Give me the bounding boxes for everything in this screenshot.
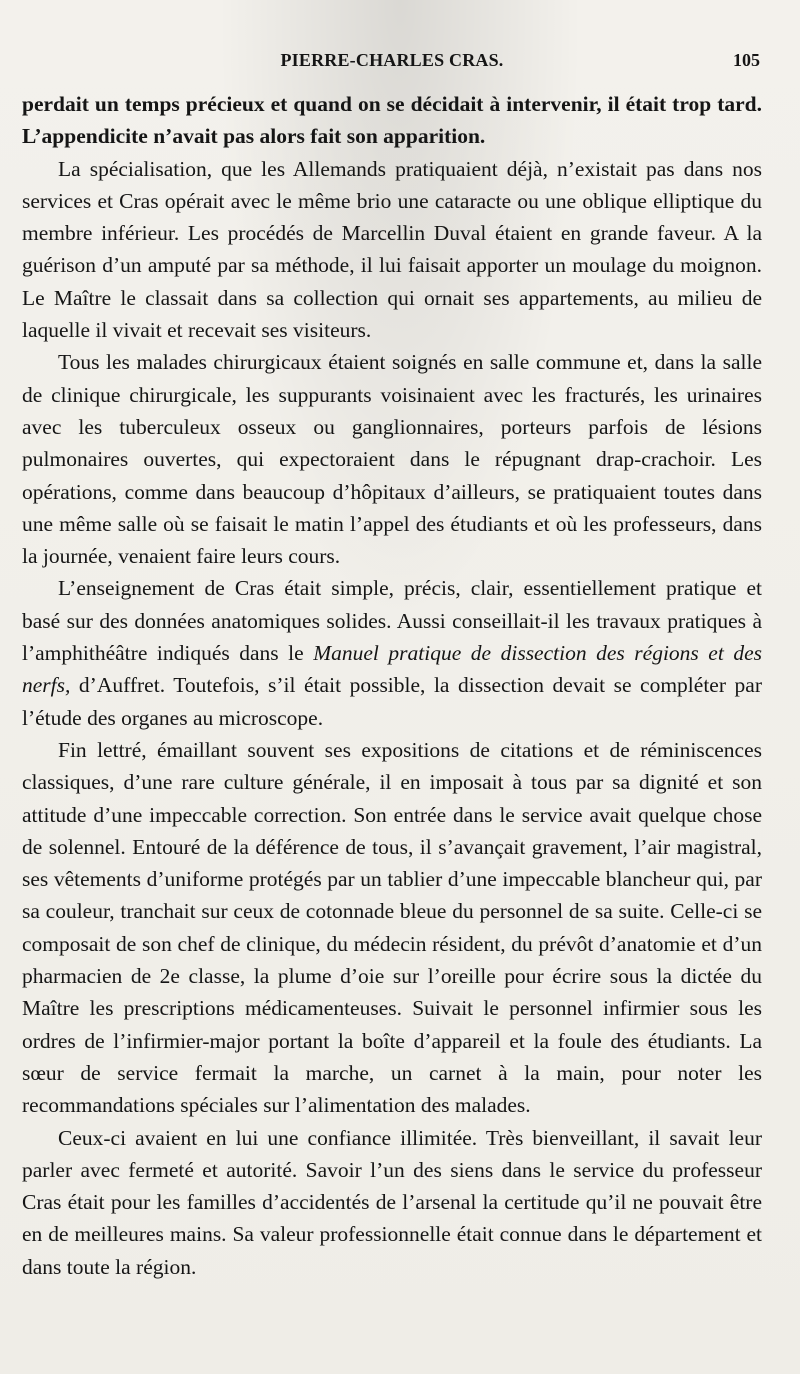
- page-number: 105: [733, 50, 760, 70]
- paragraph-2: La spécialisation, que les Allemands pratiquaient déjà, n’existait pas dans nos services et Cras opérait avec le même brio une cataracte ou une oblique elliptique du membre inférieur. Les procédés de Marcellin Duval étaient en grande faveur. A la guérison d’un amputé par sa méthode, il lui faisait apporter un moulage du moignon. Le Maître le classait dans sa collection qui ornait ses appartements, au milieu de laquelle il vivait et recevait ses visiteurs.: [22, 156, 762, 343]
- paragraph-6: Ceux-ci avaient en lui une confiance illimitée. Très bienveillant, il savait leur parler avec fermeté et autorité. Savoir l’un des siens dans le service du professeur Cras était pour les familles d’accidentés de l’arsenal la certitude qu’il ne pouvait être en de meilleures mains. Sa valeur professionnelle était connue dans le département et dans toute la région.: [22, 1125, 762, 1279]
- paragraph-4-end: d’Auffret. Toutefois, s’il était possible, la dissection devait se compléter par l’étude des organes au microscope.: [22, 673, 762, 730]
- paragraph-1: perdait un temps précieux et quand on se décidait à intervenir, il était trop tard. L’appendicite n’avait pas alors fait son apparition.: [22, 92, 762, 149]
- book-title-citation: Manuel pratique de dissection des régions et des nerfs,: [22, 641, 762, 698]
- paragraph-4: [22, 572, 762, 733]
- paragraph-3: Tous les malades chirurgicaux étaient soignés en salle commune et, dans la salle de clinique chirurgicale, les suppurants voisinaient avec les fracturés, les urinaires avec les tuberculeux osseux ou ganglionnaires, porteurs parfois de lésions pulmonaires ouvertes, qui expectoraient dans le répugnant drap-crachoir. Les opérations, comme dans beaucoup d’hôpitaux d’ailleurs, se pratiquaient toutes dans une même salle où se faisait le matin l’appel des étudiants et où les professeurs, dans la journée, venaient faire leurs cours.: [22, 350, 762, 569]
- paragraph-4-start: L’enseignement de Cras était simple, précis, clair, essentiellement pratique et basé sur des données anatomiques solides. Aussi conseillait-il les travaux pratiques à l’amphithéâtre indiqués dans le: [22, 576, 762, 666]
- body-text: [22, 88, 762, 1283]
- paragraph-5: Fin lettré, émaillant souvent ses expositions de citations et de réminiscences classiques, d’une rare culture générale, il en imposait à tous par sa dignité et son attitude d’une impeccable correction. Son entrée dans le service avait quelque chose de solennel. Entouré de la déférence de tous, il s’avançait gravement, l’air magistral, ses vêtements d’uniforme protégés par un tablier d’une impeccable blancheur qui, par sa couleur, tranchait sur ceux de cotonnade bleue du personnel de sa suite. Celle-ci se composait de son chef de clinique, du médecin résident, du prévôt d’anatomie et d’un pharmacien de 2e classe, la plume d’oie sur l’oreille pour écrire sous la dictée du Maître les prescriptions médicamenteuses. Suivait le personnel infirmier sous les ordres de l’infirmier-major portant la boîte d’appareil et la foule des étudiants. La sœur de service fermait la marche, un carnet à la main, pour noter les recommandations spéciales sur l’alimentation des malades.: [22, 737, 762, 1118]
- running-title: PIERRE-CHARLES CRAS.: [280, 50, 504, 70]
- running-head: [22, 44, 762, 84]
